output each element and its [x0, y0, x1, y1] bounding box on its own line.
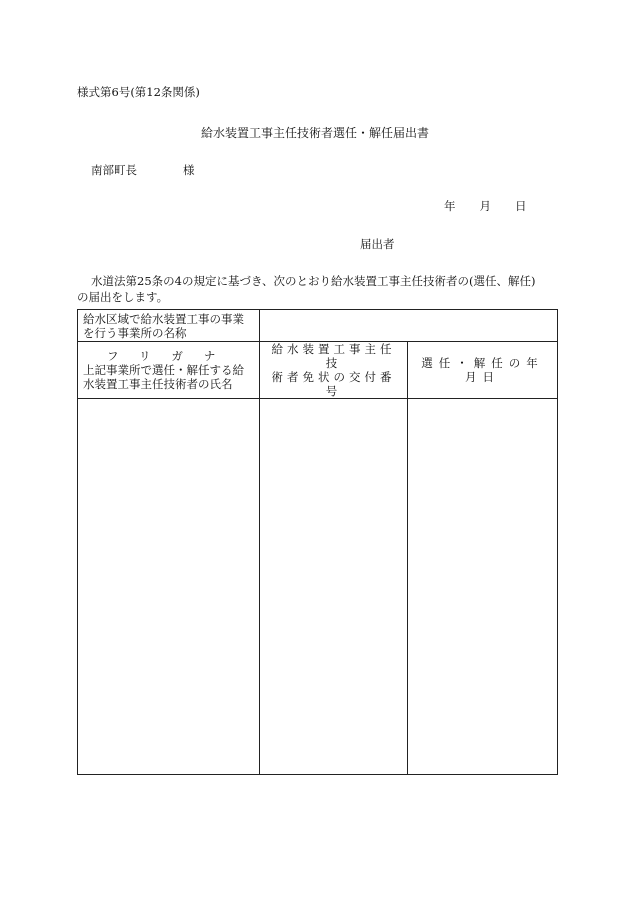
form-number: 様式第6号(第12条関係): [77, 85, 200, 99]
header-name-cell: [78, 342, 260, 399]
notification-table: [77, 309, 558, 775]
month-label: 月: [479, 199, 491, 213]
header-date-cell: [408, 342, 558, 399]
office-name-field[interactable]: [260, 310, 558, 342]
body-text-line-1: 水道法第25条の4の規定に基づき、次のとおり給水装置工事主任技術者の(選任、解任): [91, 274, 536, 288]
notifier-label: 届出者: [360, 237, 395, 251]
header-certificate-line-2: 術者免状の交付番号: [271, 370, 396, 398]
body-text-line-2: の届出をします。: [77, 290, 169, 304]
certificate-number-field[interactable]: [260, 399, 408, 775]
office-label-cell: [78, 310, 260, 342]
addressee-honorific: 様: [183, 163, 195, 177]
addressee-name: 南部町長: [91, 163, 137, 177]
header-row: [78, 342, 558, 399]
document-title: 給水装置工事主任技術者選任・解任届出書: [200, 126, 429, 140]
appointment-date-field[interactable]: [408, 399, 558, 775]
header-certificate-cell: [260, 342, 408, 399]
office-row: [78, 310, 558, 342]
year-label: 年: [444, 199, 456, 213]
header-name-line-1: 上記事業所で選任・解任する給: [83, 363, 244, 377]
body-text: [77, 270, 563, 308]
day-label: 日: [515, 199, 527, 213]
date-line: [444, 198, 527, 214]
header-certificate-line-1: 給水装置工事主任技: [271, 342, 396, 370]
technician-name-field[interactable]: [78, 399, 260, 775]
furigana-label: フリガナ: [107, 349, 237, 363]
header-name-line-2: 水装置工事主任技術者の氏名: [83, 377, 233, 391]
header-date-label: 選任・解任の年月日: [421, 356, 544, 384]
entry-row: [78, 399, 558, 775]
office-label-line-2: を行う事業所の名称: [83, 325, 187, 340]
office-label-line-1: 給水区域で給水装置工事の事業: [83, 311, 244, 326]
